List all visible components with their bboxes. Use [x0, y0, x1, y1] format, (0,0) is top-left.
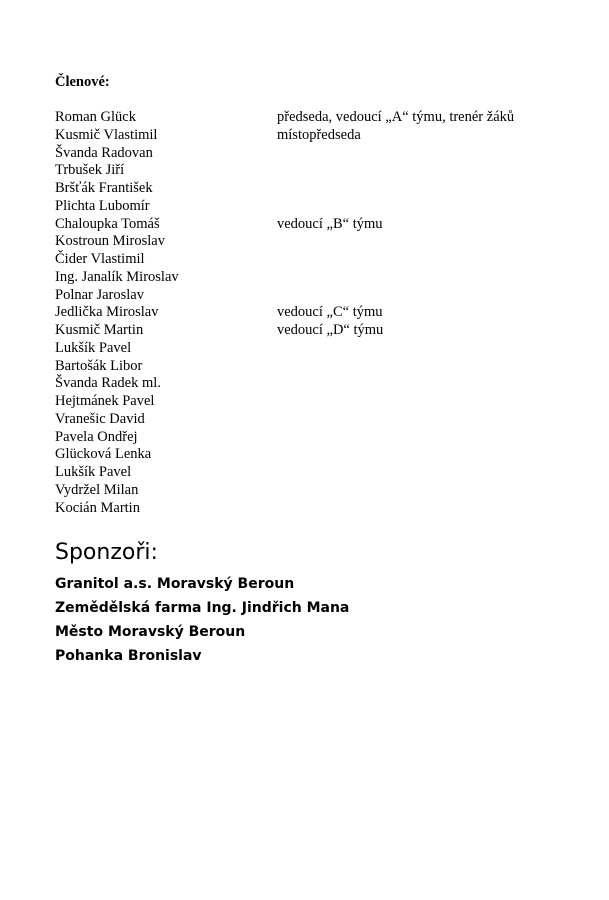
member-row [55, 145, 575, 163]
member-role [277, 500, 575, 518]
member-name: Roman Glück [55, 109, 136, 125]
member-name: Lukšík Pavel [55, 464, 132, 480]
member-row [55, 162, 575, 180]
member-row [55, 464, 575, 482]
member-name: Trbušek Jiří [55, 162, 125, 179]
member-role [277, 269, 575, 287]
member-role [277, 375, 575, 393]
member-role: vedoucí „C“ týmu [277, 304, 383, 321]
member-name: Bršťák František [55, 180, 153, 196]
member-row [55, 304, 575, 322]
sponsor-item: Granitol a.s. Moravský Beroun [55, 576, 295, 592]
member-role: vedoucí „D“ týmu [277, 322, 384, 338]
member-name: Jedlička Miroslav [55, 304, 159, 321]
member-row [55, 482, 575, 500]
member-role [277, 429, 575, 447]
member-name: Lukšík Pavel [55, 339, 132, 356]
member-name: Chaloupka Tomáš [55, 215, 160, 232]
member-row [55, 411, 575, 429]
member-role [277, 233, 575, 251]
member-row [55, 216, 575, 234]
member-role [277, 145, 575, 163]
member-role [277, 287, 575, 305]
member-row [55, 358, 575, 376]
member-name: Švanda Radovan [55, 144, 153, 161]
member-role [277, 358, 575, 376]
member-row [55, 340, 575, 358]
member-row [55, 109, 575, 127]
member-role [277, 162, 575, 180]
member-name: Vranešic David [55, 410, 145, 427]
member-row [55, 198, 575, 216]
member-role: vedoucí „B“ týmu [277, 215, 383, 232]
sponsor-item: Pohanka Bronislav [55, 648, 202, 664]
member-row [55, 322, 575, 340]
member-name: Čider Vlastimil [55, 251, 145, 267]
member-name: Pavela Ondřej [55, 428, 138, 445]
member-row [55, 375, 575, 393]
member-name: Kusmič Vlastimil [55, 126, 158, 143]
member-role [277, 482, 575, 500]
member-name: Kocián Martin [55, 499, 140, 516]
member-role [277, 198, 575, 216]
member-role [277, 464, 575, 482]
member-name: Ing. Janalík Miroslav [55, 268, 179, 285]
member-row [55, 127, 575, 145]
member-name: Plichta Lubomír [55, 197, 150, 214]
member-name: Polnar Jaroslav [55, 286, 144, 303]
member-row [55, 269, 575, 287]
member-name: Švanda Radek ml. [55, 375, 161, 392]
member-row [55, 287, 575, 305]
member-role [277, 340, 575, 358]
sponsors-heading: Sponzoři: [55, 540, 158, 565]
member-role [277, 393, 575, 411]
member-name: Kostroun Miroslav [55, 233, 165, 250]
member-name: Glücková Lenka [55, 446, 152, 463]
member-role [277, 446, 575, 464]
sponsor-item: Město Moravský Beroun [55, 624, 246, 640]
members-heading: Členové: [55, 74, 110, 90]
sponsor-item: Zemědělská farma Ing. Jindřich Mana [55, 600, 350, 616]
member-row [55, 180, 575, 198]
members-list [55, 109, 575, 517]
member-name: Hejtmánek Pavel [55, 393, 155, 409]
sponsors-list [55, 574, 349, 670]
member-row [55, 429, 575, 447]
member-name: Vydržel Milan [55, 481, 139, 498]
member-name: Kusmič Martin [55, 322, 144, 338]
member-role: místopředseda [277, 126, 361, 143]
member-role [277, 251, 575, 269]
member-row [55, 500, 575, 518]
member-row [55, 393, 575, 411]
member-role [277, 411, 575, 429]
member-row [55, 233, 575, 251]
member-row [55, 446, 575, 464]
member-name: Bartošák Libor [55, 357, 143, 374]
member-role: předseda, vedoucí „A“ týmu, trenér žáků [277, 109, 515, 125]
member-role [277, 180, 575, 198]
member-row [55, 251, 575, 269]
